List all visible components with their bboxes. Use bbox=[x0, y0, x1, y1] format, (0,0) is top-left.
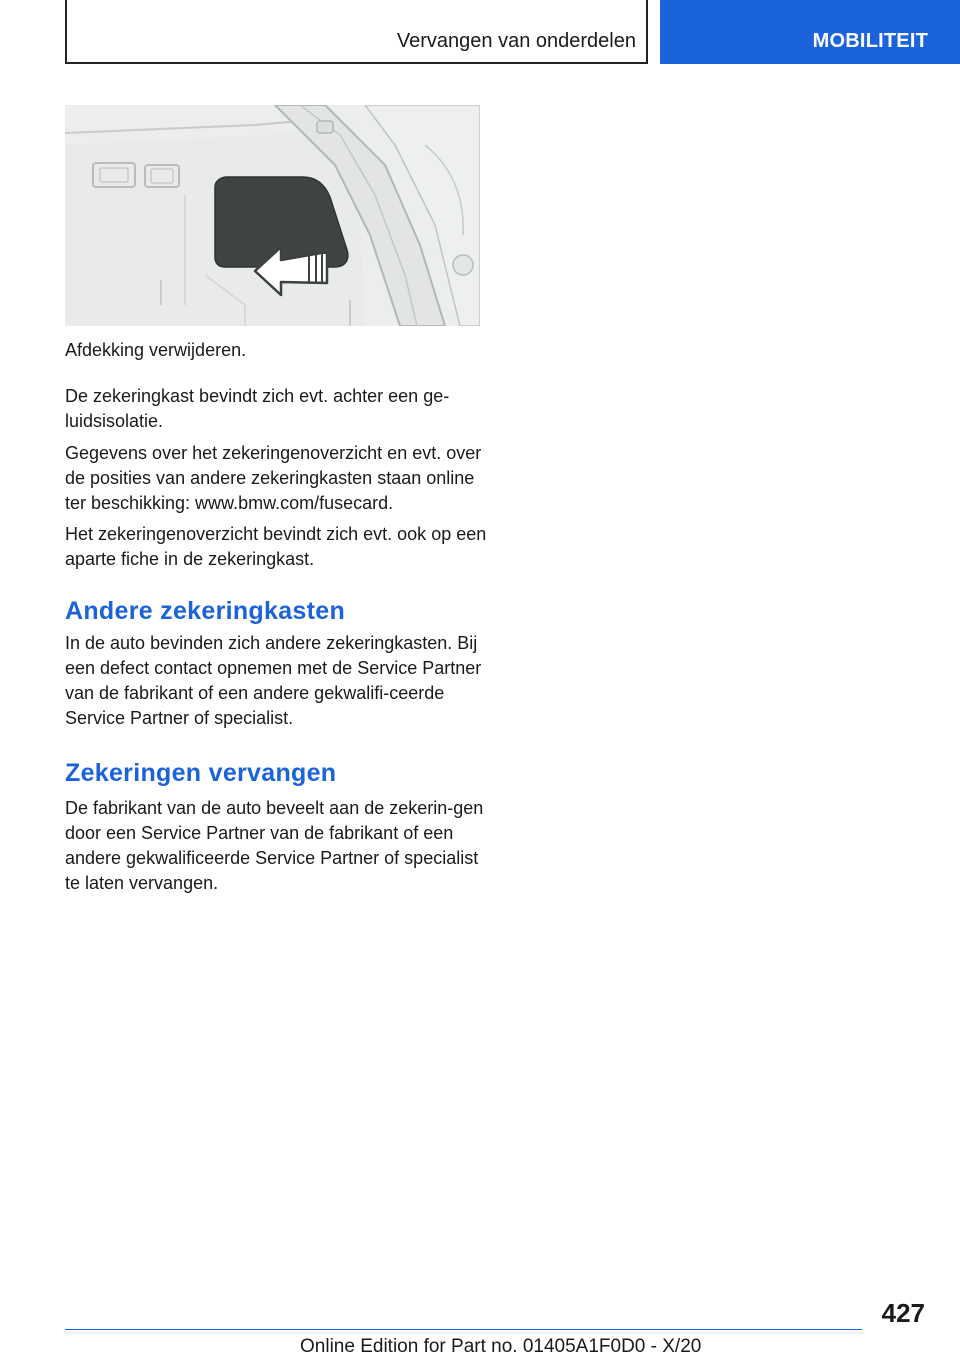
figure-caption: Afdekking verwijderen. bbox=[65, 340, 247, 360]
paragraph-fuse-overview-card: Het zekeringenoverzicht bevindt zich evt. ook op een aparte fiche in de zekeringkast. bbox=[65, 524, 487, 569]
paragraph-other-fuse-boxes: In de auto bevinden zich andere zekeringkasten. Bij een defect contact opnemen met de Service Partner van de fabrikant of een andere gekwalifi-ceerde Service Partner of specialist. bbox=[65, 633, 482, 728]
section-title: Vervangen van onderdelen bbox=[396, 30, 636, 52]
heading-replace-fuses: Zekeringen vervangen bbox=[65, 759, 337, 787]
trunk-fusebox-illustration bbox=[65, 105, 480, 326]
paragraph-replace-fuses: De fabrikant van de auto beveelt aan de zekerin-gen door een Service Partner van de fabrikant of een andere gekwalificeerde Service Partner of specialist te laten vervangen. bbox=[65, 798, 484, 893]
chapter-tab-label: MOBILITEIT bbox=[812, 30, 928, 52]
illustration-svg bbox=[65, 105, 480, 326]
paragraph-soundproofing: De zekeringkast bevindt zich evt. achter een ge-luidsisolatie. bbox=[65, 386, 450, 431]
page-number: 427 bbox=[881, 1298, 925, 1328]
heading-other-fuse-boxes: Andere zekeringkasten bbox=[65, 597, 346, 625]
paragraph-fuse-overview-online: Gegevens over het zekeringenoverzicht en evt. over de posities van andere zekeringkasten staan online ter beschikking: www.bmw.com/fusecard. bbox=[65, 443, 482, 513]
footer-divider bbox=[65, 1329, 862, 1330]
chapter-tab bbox=[660, 0, 960, 64]
footer-edition: Online Edition for Part no. 01405A1F0D0 - X/20 bbox=[300, 1336, 702, 1357]
header-box bbox=[65, 0, 648, 64]
